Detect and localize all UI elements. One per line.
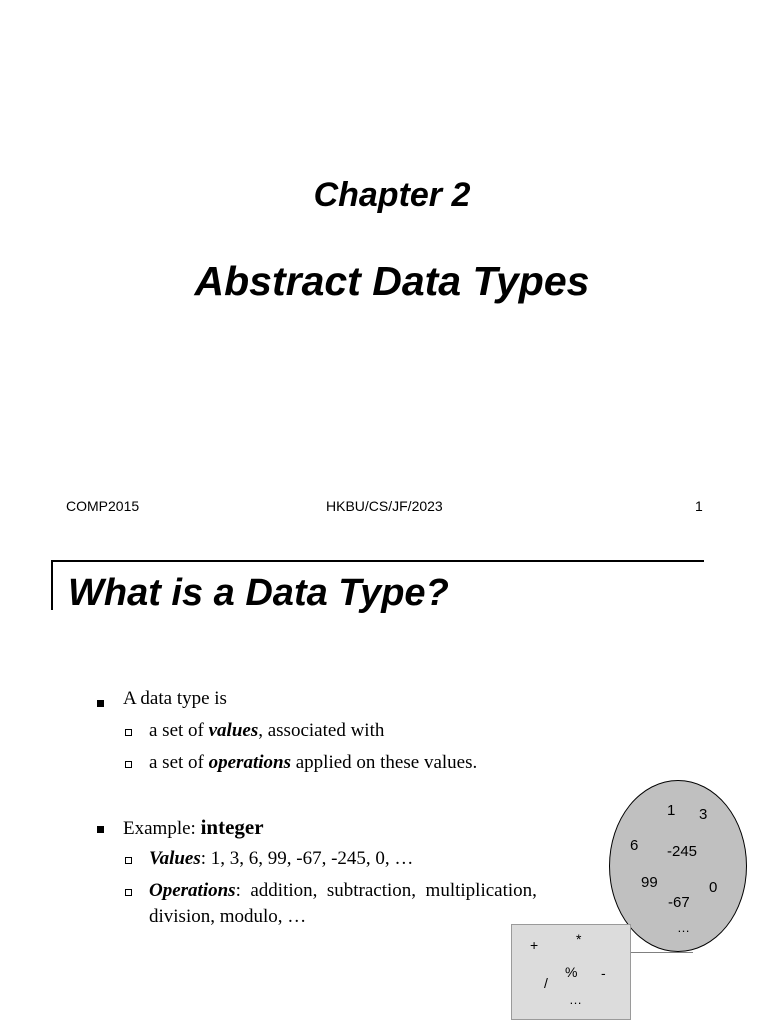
value-99: 99 — [641, 874, 658, 891]
op-plus: + — [530, 937, 539, 953]
text-part: a set of — [149, 720, 209, 741]
sub-bullet-int-values — [149, 848, 413, 870]
value-0: 0 — [709, 879, 718, 896]
op-multiply: * — [576, 931, 582, 947]
op-minus: - — [601, 965, 606, 981]
sub-bullet-int-operations — [149, 880, 537, 902]
value-minus-67: -67 — [668, 894, 690, 911]
sub-bullet-icon — [125, 857, 135, 867]
bullet-square-icon — [97, 700, 109, 712]
slide-title: What is a Data Type? — [68, 572, 449, 614]
bullet-data-type: A data type is — [123, 688, 227, 709]
chapter-label: Chapter 2 — [313, 176, 471, 214]
sub-bullet-icon — [125, 729, 135, 739]
footer-page-number: 1 — [695, 498, 703, 514]
text-part: : 1, 3, 6, 99, -67, -245, 0, … — [200, 848, 414, 869]
example-integer: integer — [200, 815, 264, 839]
sub-bullet-operations — [149, 752, 477, 774]
value-6: 6 — [630, 837, 639, 854]
bullet-square-icon — [97, 826, 109, 838]
title-rule-top — [51, 560, 704, 562]
sub-bullet-values — [149, 720, 384, 742]
op-modulo: % — [565, 964, 578, 980]
sub-bullet-icon — [125, 889, 135, 899]
title-rule-left — [51, 560, 53, 610]
sub-bullet-icon — [125, 761, 135, 771]
label-values: Values — [149, 848, 201, 869]
emphasis-values: values — [208, 720, 259, 741]
value-1: 1 — [667, 802, 676, 819]
emphasis-operations: operations — [208, 752, 291, 773]
text-part: Example: — [123, 818, 201, 839]
value-ellipsis: … — [677, 920, 690, 935]
footer-course: COMP2015 — [66, 498, 140, 514]
text-part: , associated with — [258, 720, 385, 741]
bullet-example — [123, 815, 264, 840]
text-part: : addition, subtraction, multiplication, — [235, 880, 537, 901]
connector-line — [631, 952, 693, 953]
data-type-slide — [0, 540, 768, 1024]
text-part: applied on these values. — [290, 752, 478, 773]
text-part: a set of — [149, 752, 209, 773]
label-operations: Operations — [149, 880, 236, 901]
chapter-title: Abstract Data Types — [194, 258, 590, 304]
op-ellipsis: … — [569, 992, 582, 1007]
value-minus-245: -245 — [667, 843, 698, 860]
value-3: 3 — [699, 806, 708, 823]
operation-set-box — [511, 924, 631, 1020]
footer-source: HKBU/CS/JF/2023 — [326, 498, 443, 514]
operations-continued: division, modulo, … — [149, 906, 307, 927]
op-divide: / — [544, 975, 548, 991]
